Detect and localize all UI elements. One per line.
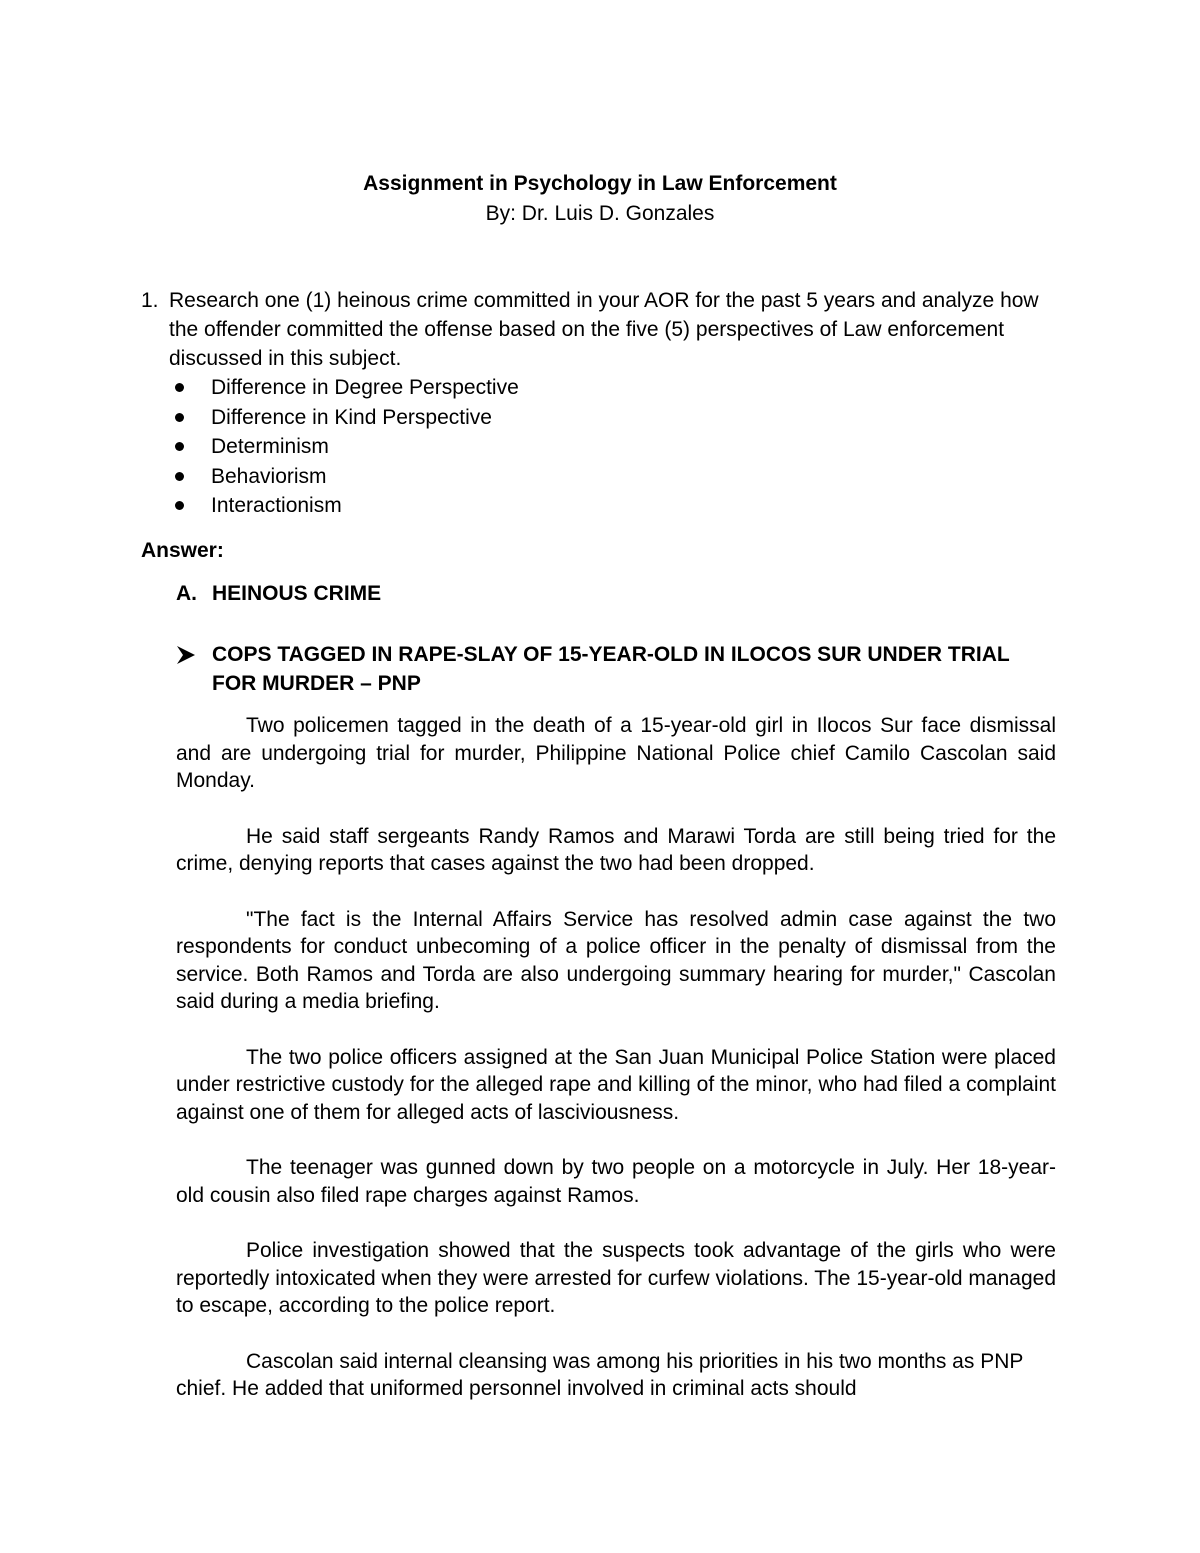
section-title: HEINOUS CRIME [212,582,382,605]
list-item-label: Interactionism [211,494,342,517]
article-paragraph: Cascolan said internal cleansing was among his priorities in his two months as PNP chief. He added that uniformed personnel involved in criminal acts should [176,1349,1023,1400]
news-headline [176,640,1056,698]
arrowhead-bullet-icon [176,645,196,665]
list-item [169,373,1049,403]
perspectives-list [169,373,1049,521]
article-paragraph: Two policemen tagged in the death of a 15-year-old girl in Ilocos Sur face dismissal and are undergoing trial for murder, Philippine National Police chief Camilo Cascolan said Monday. [176,714,1056,792]
article-paragraph: Police investigation showed that the suspects took advantage of the girls who were reportedly intoxicated when they were arrested for curfew violations. The 15-year-old managed to escape, according to the police report. [176,1239,1056,1317]
document-title: Assignment in Psychology in Law Enforcement [363,172,837,195]
answer-label: Answer: [141,539,224,562]
article-paragraph: The teenager was gunned down by two people on a motorcycle in July. Her 18-year-old cousin also filed rape charges against Ramos. [176,1156,1056,1207]
section-heading [176,580,381,608]
list-item-label: Difference in Kind Perspective [211,405,492,429]
list-item-label: Determinism [211,435,329,458]
bullet-dot-icon [175,383,184,392]
bullet-dot-icon [175,413,184,422]
section-letter: A. [176,582,197,605]
article-paragraph: The two police officers assigned at the San Juan Municipal Police Station were placed under restrictive custody for the alleged rape and killing of the minor, who had filed a complaint against one of them for alleged acts of lasciviousness. [176,1045,1056,1124]
list-item-label: Behaviorism [211,464,327,488]
article-body [176,712,1056,1431]
article-paragraph: He said staff sergeants Randy Ramos and Marawi Torda are still being tried for the crime, denying reports that cases against the two had been dropped. [176,824,1056,875]
question-item [141,286,1061,373]
list-item [169,432,1049,462]
list-item [169,403,1049,433]
article-paragraph: "The fact is the Internal Affairs Service has resolved admin case against the two respondents for conduct unbecoming of a police officer in the penalty of dismissal from the service. Both Ramos and Torda are also undergoing summary hearing for murder," Cascolan said during a media briefing. [176,907,1056,1013]
document-byline: By: Dr. Luis D. Gonzales [485,202,715,225]
list-item [169,491,1049,521]
list-item [169,462,1049,492]
bullet-dot-icon [175,442,184,451]
headline-text: COPS TAGGED IN RAPE-SLAY OF 15-YEAR-OLD IN ILOCOS SUR UNDER TRIAL FOR MURDER – PNP [212,643,1010,695]
question-number: 1. [141,289,159,312]
bullet-dot-icon [175,501,184,510]
list-item-label: Difference in Degree Perspective [211,376,519,399]
question-text: Research one (1) heinous crime committed in your AOR for the past 5 years and analyze how the offender committed the offense based on the five (5) perspectives of Law enforcement discussed in this subject. [169,289,1039,370]
bullet-dot-icon [175,472,184,481]
